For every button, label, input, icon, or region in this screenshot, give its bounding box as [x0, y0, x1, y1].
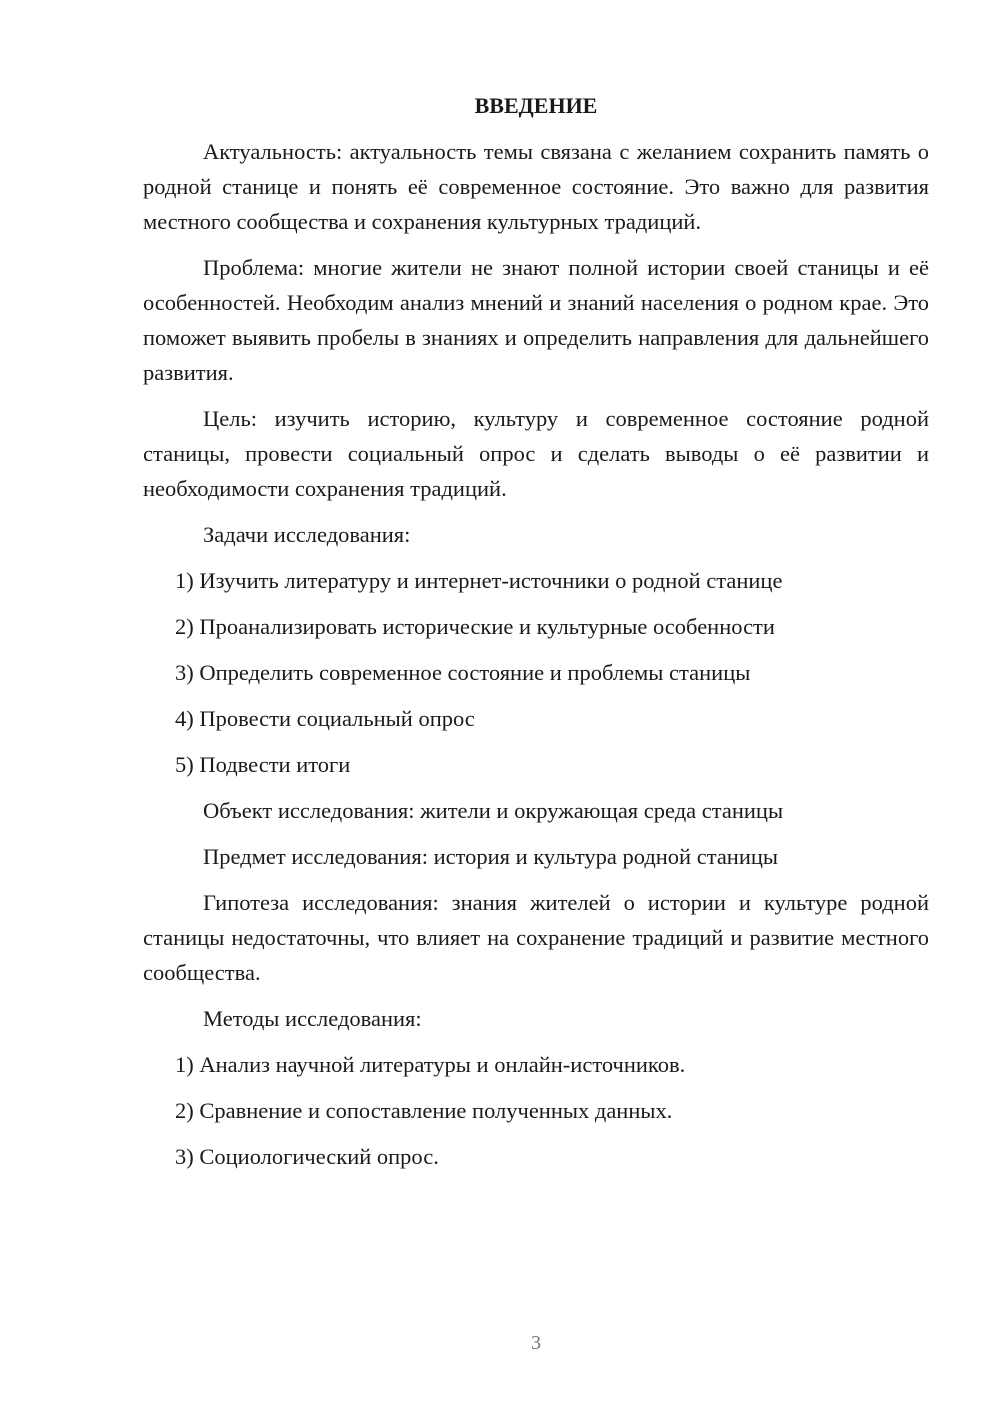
document-page [143, 88, 929, 1185]
problem-paragraph: Проблема: многие жители не знают полной истории своей станицы и её особенностей. Необходим анализ мнений и знаний населения о родном крае. Это поможет выявить пробелы в знаниях и определить направления для дальнейшего развития. [143, 255, 929, 385]
goal-paragraph: Цель: изучить историю, культуру и современное состояние родной станицы, провести социальный опрос и сделать выводы о её развитии и необходимости сохранения традиций. [143, 406, 929, 501]
subject-line: Предмет исследования: история и культура родной станицы [203, 844, 779, 869]
task-item-3: 3) Определить современное состояние и проблемы станицы [175, 660, 751, 685]
task-item-1: 1) Изучить литературу и интернет-источники о родной станице [175, 568, 783, 593]
method-item-3: 3) Социологический опрос. [175, 1144, 439, 1169]
method-item-2: 2) Сравнение и сопоставление полученных данных. [175, 1098, 673, 1123]
object-line: Объект исследования: жители и окружающая среда станицы [203, 798, 784, 823]
page-number: 3 [531, 1332, 541, 1354]
task-item-5: 5) Подвести итоги [175, 752, 351, 777]
hypothesis-paragraph: Гипотеза исследования: знания жителей о истории и культуре родной станицы недостаточны, что влияет на сохранение традиций и развитие местного сообщества. [143, 890, 929, 985]
task-item-4: 4) Провести социальный опрос [175, 706, 475, 731]
tasks-heading: Задачи исследования: [203, 522, 411, 547]
methods-heading: Методы исследования: [203, 1006, 422, 1031]
relevance-paragraph: Актуальность: актуальность темы связана с желанием сохранить память о родной станице и понять её современное состояние. Это важно для развития местного сообщества и сохранения культурных традиций. [143, 139, 929, 234]
method-item-1: 1) Анализ научной литературы и онлайн-источников. [175, 1052, 686, 1077]
section-title: ВВЕДЕНИЕ [474, 93, 598, 118]
task-item-2: 2) Проанализировать исторические и культурные особенности [175, 614, 775, 639]
